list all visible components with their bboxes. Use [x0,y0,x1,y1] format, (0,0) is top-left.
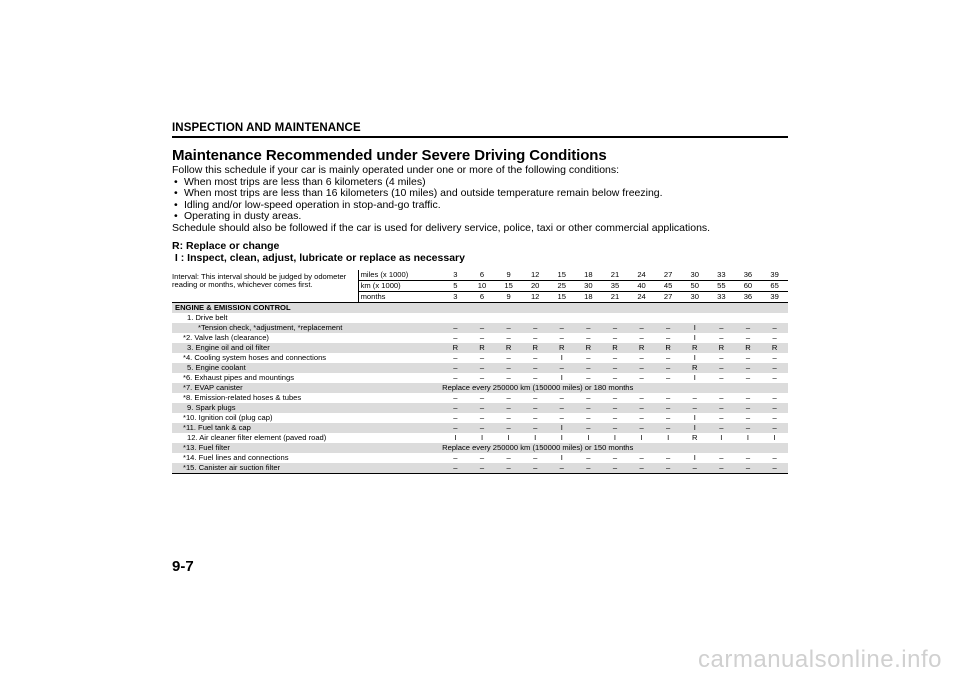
interval-value: 3 [442,292,469,303]
item-value: R [761,343,788,353]
item-value: – [602,423,629,433]
condition-text: When most trips are less than 16 kilometers (10 miles) and outside temperature remain below freezing. [184,187,663,200]
item-value: – [628,403,655,413]
item-name: *10. Ignition coil (plug cap) [183,413,273,422]
interval-value: 21 [602,292,629,303]
item-value: – [495,363,522,373]
item-value: – [495,323,522,333]
item-value: – [533,333,538,342]
item-value: R [548,343,575,353]
item-value: – [666,453,671,462]
interval-value: 36 [735,292,762,303]
item-name: *Tension check, *adjustment, *replacement [172,323,442,333]
item-value: I [720,433,723,442]
item-value: – [666,413,671,422]
item-name: *6. Exhaust pipes and mountings [183,373,295,382]
item-value: – [586,393,591,402]
item-value: – [666,333,671,342]
item-value: I [693,333,696,342]
interval-value: 65 [761,281,788,292]
header-rule [172,136,788,138]
item-value: I [667,433,670,442]
item-value: – [533,393,538,402]
item-value: – [735,423,762,433]
item-value: I [548,423,575,433]
item-value: R [681,363,708,373]
item-value: – [639,333,644,342]
interval-value: 21 [602,270,629,281]
maintenance-schedule-table [172,270,788,474]
interval-value: 39 [761,292,788,303]
item-value: – [639,353,644,362]
item-value: – [666,353,671,362]
item-value: – [453,333,458,342]
item-value: – [586,353,591,362]
item-value: – [628,463,655,474]
item-value: – [612,453,618,462]
interval-value: 6 [469,292,496,303]
bullet-icon: • [174,175,178,188]
item-value: – [719,393,724,402]
interval-value: 15 [495,281,522,292]
item-name: 9. Spark plugs [172,403,442,413]
item-value: – [761,463,788,474]
item-value: I [640,433,643,442]
interval-value: 60 [735,281,762,292]
item-value: – [575,403,602,413]
interval-row [172,270,788,281]
interval-value: 24 [628,292,655,303]
item-value: – [708,463,735,474]
item-value: – [506,413,511,422]
item-value: – [575,463,602,474]
item-value: – [586,333,591,342]
item-value: – [628,323,655,333]
item-value: – [772,453,777,462]
item-value: – [575,363,602,373]
interval-value: 39 [761,270,788,281]
condition-text: When most trips are less than 6 kilometers (4 miles) [184,175,426,188]
item-value: – [479,353,485,362]
interval-value: 5 [442,281,469,292]
page-number: 9-7 [172,558,194,575]
item-value: – [522,363,549,373]
item-value: – [533,373,538,382]
item-value: – [708,363,735,373]
item-value: – [735,463,762,474]
item-value: – [533,413,538,422]
item-value: – [772,353,777,362]
item-value: – [681,463,708,474]
item-value: – [639,373,644,382]
item-value: – [612,393,618,402]
interval-unit: months [358,292,442,303]
interval-unit: miles (x 1000) [358,270,442,281]
interval-value: 18 [575,270,602,281]
interval-value: 10 [469,281,496,292]
item-value: – [479,413,485,422]
item-value: – [719,333,724,342]
item-value: – [745,413,751,422]
item-name: *4. Cooling system hoses and connections [183,353,327,362]
interval-value: 30 [681,292,708,303]
section-header: INSPECTION AND MAINTENANCE [172,122,361,134]
item-value: – [522,403,549,413]
interval-value: 9 [495,270,522,281]
item-value: I [454,433,457,442]
item-value: – [442,323,469,333]
table-row [172,313,788,323]
item-value: – [735,363,762,373]
item-value: – [681,403,708,413]
item-value: – [442,363,469,373]
interval-value: 33 [708,292,735,303]
item-value: – [442,403,469,413]
interval-value: 50 [681,281,708,292]
item-value: R [442,343,469,353]
table-row [172,333,788,343]
table-row [172,363,788,373]
item-value: – [745,353,751,362]
item-value: I [560,353,563,362]
item-value: – [772,373,777,382]
item-value: – [469,463,496,474]
item-value: – [655,463,682,474]
item-value: I [560,453,563,462]
item-value: I [480,433,484,442]
item-value: – [772,393,777,402]
item-value: – [602,323,629,333]
item-value: I [681,323,708,333]
interval-value: 15 [548,270,575,281]
table-row [172,453,788,463]
item-value: – [559,393,564,402]
item-value: – [772,333,777,342]
item-value: – [602,463,629,474]
interval-value: 35 [602,281,629,292]
item-value: – [575,323,602,333]
interval-value: 24 [628,270,655,281]
item-value: I [613,433,617,442]
item-value: – [761,323,788,333]
item-value: – [575,423,602,433]
item-name: *11. Fuel tank & cap [172,423,442,433]
item-value: – [612,413,618,422]
item-value: – [469,423,496,433]
item-name: 5. Engine coolant [172,363,442,373]
item-value: – [522,323,549,333]
item-value: – [453,453,458,462]
item-value: R [495,343,522,353]
table-row [172,463,788,474]
interval-value: 36 [735,270,762,281]
item-value: – [533,353,538,362]
item-value: – [745,393,751,402]
item-value: – [533,453,538,462]
page-title: Maintenance Recommended under Severe Driving Conditions [172,147,607,164]
item-value: – [612,333,618,342]
item-value: – [639,413,644,422]
table-row [172,343,788,353]
item-value: – [708,323,735,333]
item-value: R [681,343,708,353]
item-value: – [628,423,655,433]
item-value: – [628,363,655,373]
interval-value: 15 [548,292,575,303]
item-value: – [442,463,469,474]
item-value: I [746,433,749,442]
item-name: 1. Drive belt [187,313,228,322]
table-row [172,413,788,423]
item-value: I [681,423,708,433]
item-value: – [453,353,458,362]
interval-value: 27 [655,292,682,303]
item-value: – [469,363,496,373]
item-value: – [745,453,751,462]
item-value: – [559,413,564,422]
item-value: – [548,403,575,413]
item-value: – [639,453,644,462]
table-row [172,403,788,413]
item-value: – [479,333,485,342]
item-value: – [602,363,629,373]
table-row [172,353,788,363]
condition-text: Idling and/or low-speed operation in stop-and-go traffic. [184,198,441,211]
item-value: – [586,413,591,422]
item-value: – [453,393,458,402]
item-value: R [469,343,496,353]
item-value: – [735,403,762,413]
category-row [172,303,788,314]
item-value: – [453,373,458,382]
item-value: – [719,453,724,462]
table-row [172,423,788,433]
intro-block [172,165,792,235]
item-value: – [586,453,591,462]
item-value: R [522,343,549,353]
item-value: R [628,343,655,353]
item-name: *15. Canister air suction filter [172,463,442,474]
item-value: – [559,333,564,342]
commercial-note: Schedule should also be followed if the car is used for delivery service, police, taxi or other commercial applications. [172,221,711,234]
interval-label: Interval: This interval should be judged by odometer reading or months, whichever comes first. [172,270,358,303]
condition-text: Operating in dusty areas. [184,210,302,223]
item-value: – [586,373,591,382]
item-value: I [693,353,696,362]
table-row [172,373,788,383]
item-value: I [534,433,537,442]
legend [172,241,465,264]
item-name: 3. Engine oil and oil filter [172,343,442,353]
item-value: I [693,453,696,462]
item-value: – [655,423,682,433]
item-value: I [693,373,696,382]
item-value: – [612,373,618,382]
table-row [172,393,788,403]
item-name: *7. EVAP canister [172,383,442,393]
item-value: – [479,373,485,382]
interval-value: 20 [522,281,549,292]
item-value: – [666,393,671,402]
bullet-icon: • [174,187,178,200]
interval-value: 3 [442,270,469,281]
interval-value: 9 [495,292,522,303]
item-value: – [506,333,511,342]
item-value: – [495,403,522,413]
item-value: I [560,433,563,442]
item-value: – [745,333,751,342]
item-value: R [602,343,629,353]
item-value: – [655,403,682,413]
item-value: R [708,343,735,353]
interval-value: 12 [522,270,549,281]
table-row [172,323,788,333]
table-row [172,383,788,393]
item-name: 12. Air cleaner filter element (paved road) [187,433,327,442]
item-name: *2. Valve lash (clearance) [183,333,269,342]
item-value: R [692,433,698,442]
bullet-icon: • [174,198,178,211]
item-value: R [655,343,682,353]
item-value: – [612,353,618,362]
item-value: – [548,463,575,474]
item-value: – [548,323,575,333]
item-value: – [469,403,496,413]
item-value: – [708,403,735,413]
item-value: – [442,423,469,433]
item-value: – [719,373,724,382]
legend-inspect: I : Inspect, clean, adjust, lubricate or replace as necessary [172,251,465,264]
item-value: I [560,373,563,382]
watermark: carmanualsonline.info [698,646,942,673]
item-note: Replace every 250000 km (150000 miles) or 150 months [442,443,788,453]
item-note: Replace every 250000 km (150000 miles) or 180 months [442,383,788,393]
item-name: *13. Fuel filter [172,443,442,453]
item-value: – [666,373,671,382]
item-value: – [761,363,788,373]
item-value: R [735,343,762,353]
interval-unit: km (x 1000) [358,281,442,292]
item-value: – [655,363,682,373]
item-value: – [761,423,788,433]
empty-cell [442,313,788,323]
item-value: – [548,363,575,373]
category-label: ENGINE & EMISSION CONTROL [172,303,788,314]
interval-value: 45 [655,281,682,292]
item-value: – [655,323,682,333]
bullet-icon: • [174,210,178,223]
item-value: – [495,423,522,433]
item-value: – [506,453,511,462]
item-value: R [575,343,602,353]
item-value: – [495,463,522,474]
table-row [172,433,788,443]
interval-value: 30 [681,270,708,281]
item-value: – [506,353,511,362]
item-value: – [639,393,644,402]
interval-value: 12 [522,292,549,303]
item-value: – [453,413,458,422]
item-value: – [469,323,496,333]
item-value: – [692,393,697,402]
item-value: – [602,403,629,413]
item-value: – [708,423,735,433]
item-value: – [522,463,549,474]
table-row [172,443,788,453]
interval-value: 30 [575,281,602,292]
item-name: *8. Emission-related hoses & tubes [183,393,302,402]
item-value: – [745,373,751,382]
interval-value: 6 [469,270,496,281]
interval-value: 40 [628,281,655,292]
item-value: – [506,393,511,402]
interval-value: 18 [575,292,602,303]
item-value: – [479,393,485,402]
item-value: I [587,433,590,442]
item-value: – [522,423,549,433]
item-value: – [719,353,724,362]
item-value: – [772,413,777,422]
interval-value: 27 [655,270,682,281]
interval-value: 33 [708,270,735,281]
item-value: – [735,323,762,333]
item-value: I [773,433,776,442]
item-value: – [761,403,788,413]
item-value: – [506,373,511,382]
item-name: *14. Fuel lines and connections [183,453,289,462]
intro-text: Follow this schedule if your car is mainly operated under one or more of the following conditions: [172,164,620,176]
interval-value: 25 [548,281,575,292]
item-value: I [693,413,696,422]
interval-value: 55 [708,281,735,292]
item-value: I [507,433,510,442]
item-value: – [479,453,485,462]
condition-list [172,177,792,223]
legend-replace: R: Replace or change [172,240,280,252]
item-value: – [719,413,724,422]
